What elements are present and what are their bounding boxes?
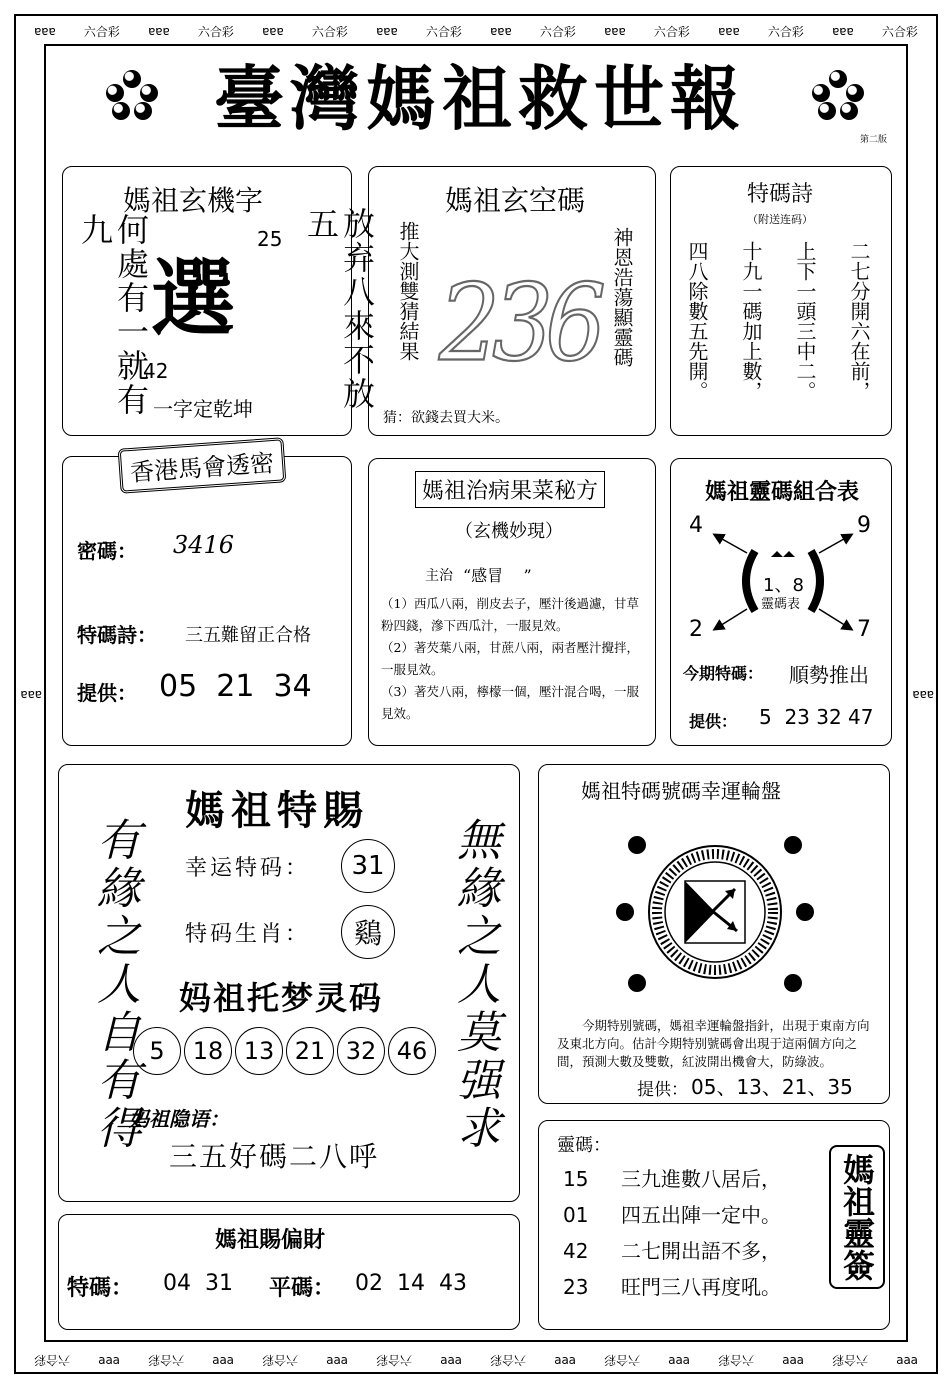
gift-hidden-label: 妈祖隐语： xyxy=(129,1107,229,1131)
combo-center-label: 靈碼表 xyxy=(761,597,801,612)
remedy-item: （1）西瓜八兩，削皮去子，壓汁後過濾，甘草粉四錢，滲下西瓜汁，一服見效。 xyxy=(381,596,639,633)
xuankong-box xyxy=(368,166,656,436)
border-mark: ɐɐɐ xyxy=(212,1354,234,1368)
combo-this-label: 今期特碼： xyxy=(683,664,764,683)
gift-box xyxy=(58,764,520,1202)
border-mark: ɐɐɐ xyxy=(896,1354,918,1368)
xuanji-right-poem: 放弃八來不放五 xyxy=(302,207,376,411)
remedy-treat-value: “感冒 ” xyxy=(463,566,532,585)
border-mark: ɐɐɐ xyxy=(554,1354,576,1368)
left-border-strip xyxy=(18,44,42,1344)
gift-hidden-text: 三五好碼二八呼 xyxy=(169,1140,380,1173)
border-mark: ɐɐɐ xyxy=(440,1354,462,1368)
fortune-title: 媽祖賜偏財 xyxy=(215,1227,326,1253)
lingma-num: 01 xyxy=(563,1203,589,1227)
xuankong-right-col: 神恩浩蕩顯靈碼 xyxy=(610,227,634,367)
combo-this-value: 順勢推出 xyxy=(789,663,869,687)
xuanji-num-bottom: 42 xyxy=(143,359,169,383)
remedy-item: （2）著芡葉八兩，甘蔗八兩，兩者壓汁攪拌，一服見效。 xyxy=(381,640,639,677)
gift-zodiac-label: 特码生肖： xyxy=(185,922,311,947)
lingma-badge: 媽祖靈簽 xyxy=(829,1145,885,1289)
xuankong-title: 媽祖玄空碼 xyxy=(445,184,586,217)
combo-num-br: 7 xyxy=(857,617,871,642)
wheel-title: 媽祖特碼號碼幸運輪盤 xyxy=(581,779,781,803)
wheel-box xyxy=(538,764,890,1104)
hk-poem-label: 特碼詩： xyxy=(77,623,157,647)
hk-stamp: 香港馬會透密 xyxy=(118,437,287,493)
gift-right-callig: 無緣之人莫强求 xyxy=(449,817,500,1153)
edition-label: 第二版 xyxy=(860,135,888,145)
xuanji-footer: 一字定乾坤 xyxy=(153,397,253,421)
border-text: 六合彩 xyxy=(148,1353,185,1368)
gift-zodiac-value: 鷄 xyxy=(341,905,395,959)
poem-line-1: 二七分開六在前， xyxy=(847,241,871,401)
gift-title: 媽祖特賜 xyxy=(185,787,369,834)
lingma-num: 42 xyxy=(563,1239,589,1263)
border-text: 六合彩 xyxy=(425,24,462,39)
wheel-provide-label: 提供： xyxy=(637,1080,688,1100)
lingma-row xyxy=(563,1269,781,1305)
xuankong-left-col: 推大測雙猜結果 xyxy=(396,221,420,361)
border-text: 六合彩 xyxy=(34,1353,71,1368)
gift-lucky-label: 幸运特码： xyxy=(185,856,311,881)
combo-provide-value: 5 23 32 47 xyxy=(759,705,874,729)
remedy-subtitle: （玄機妙現） xyxy=(455,521,563,542)
gift-dream-numbers xyxy=(133,1027,436,1075)
border-mark: ɐɐɐ xyxy=(376,24,398,38)
border-text: 六合彩 xyxy=(311,24,348,39)
xuanji-big-char: 選 xyxy=(151,249,236,348)
border-text: 六合彩 xyxy=(653,24,690,39)
hk-box xyxy=(62,449,352,746)
lingma-list xyxy=(563,1161,781,1305)
lingma-text: 四五出陣一定中。 xyxy=(621,1203,781,1227)
border-mark: ɐɐɐ xyxy=(912,687,934,701)
top-border-strip xyxy=(20,18,932,44)
xuanji-title: 媽祖玄機字 xyxy=(123,184,264,217)
remedy-item: （3）著芡八兩，檸檬一個，壓汁混合喝，一服見效。 xyxy=(381,684,639,721)
border-text: 六合彩 xyxy=(881,24,918,39)
lingma-label: 靈碼： xyxy=(557,1135,611,1156)
border-mark: ɐɐɐ xyxy=(20,687,42,701)
dream-number: 21 xyxy=(286,1027,334,1075)
border-mark: ɐɐɐ xyxy=(148,24,170,38)
poem-line-3: 十九一碼加上數， xyxy=(739,241,763,401)
dream-number: 13 xyxy=(235,1027,283,1075)
border-mark: ɐɐɐ xyxy=(34,24,56,38)
border-mark: ɐɐɐ xyxy=(490,24,512,38)
fortune-te-value: 04 31 xyxy=(163,1271,233,1296)
gift-dream-title: 妈祖托梦灵码 xyxy=(179,979,384,1017)
combo-title: 媽祖靈碼組合表 xyxy=(705,479,860,505)
dream-number: 46 xyxy=(388,1027,436,1075)
fortune-ping-label: 平碼： xyxy=(269,1275,336,1301)
fortune-te-label: 特碼： xyxy=(67,1275,134,1301)
border-mark: ɐɐɐ xyxy=(604,24,626,38)
combo-provide-label: 提供： xyxy=(689,712,738,731)
poem-line-4: 四八除數五先開。 xyxy=(685,241,709,401)
remedy-treat-label: 主治 xyxy=(425,568,453,584)
combo-num-tr: 9 xyxy=(857,513,871,538)
combo-box xyxy=(670,458,892,746)
border-text: 六合彩 xyxy=(767,24,804,39)
xuankong-handwriting: 236 xyxy=(439,261,599,385)
remedy-list xyxy=(381,593,647,725)
border-text: 六合彩 xyxy=(376,1353,413,1368)
wheel-provide-value: 05、13、21、35 xyxy=(691,1075,853,1099)
right-flower-ornament xyxy=(812,70,864,122)
combo-center: 1、8 xyxy=(763,575,804,596)
lingma-text: 三九進數八居后， xyxy=(621,1167,781,1191)
border-mark: ɐɐɐ xyxy=(668,1354,690,1368)
hk-code-label: 密碼： xyxy=(77,539,137,563)
bottom-border-strip xyxy=(20,1348,932,1374)
border-mark: ɐɐɐ xyxy=(782,1354,804,1368)
remedy-title: 媽祖治病果菜秘方 xyxy=(415,471,605,508)
poem-subtitle: （附送连码） xyxy=(747,213,813,226)
fortune-ping-value: 02 14 43 xyxy=(355,1271,467,1296)
hk-provide-label: 提供： xyxy=(77,681,137,705)
hk-provide-value: 05 21 34 xyxy=(159,669,312,704)
border-mark: ɐɐɐ xyxy=(262,24,284,38)
border-text: 六合彩 xyxy=(539,24,576,39)
lingma-num: 15 xyxy=(563,1167,589,1191)
left-flower-ornament xyxy=(106,70,158,122)
lucky-wheel xyxy=(615,817,815,1007)
hk-code-value: 3416 xyxy=(173,531,235,559)
xuanji-num-top: 25 xyxy=(257,227,283,251)
lingma-text: 旺門三八再度吼。 xyxy=(621,1275,781,1299)
border-text: 六合彩 xyxy=(832,1353,869,1368)
dream-number: 18 xyxy=(184,1027,232,1075)
border-mark: ɐɐɐ xyxy=(718,24,740,38)
xuanji-left-poem: 何處有一就有九 xyxy=(76,213,150,417)
border-text: 六合彩 xyxy=(83,24,120,39)
xuankong-guess: 猜：欲錢去買大米。 xyxy=(383,410,509,426)
lingma-text: 二七開出語不多， xyxy=(621,1239,781,1263)
right-border-strip xyxy=(910,44,934,1344)
masthead-title: 臺灣媽祖救世報 xyxy=(214,57,746,140)
xuanji-box xyxy=(62,166,376,436)
border-text: 六合彩 xyxy=(718,1353,755,1368)
border-mark: ɐɐɐ xyxy=(832,24,854,38)
border-mark: ɐɐɐ xyxy=(326,1354,348,1368)
border-mark: ɐɐɐ xyxy=(98,1354,120,1368)
border-text xyxy=(18,676,20,712)
hk-poem-value: 三五難留正合格 xyxy=(185,625,311,646)
lingma-row xyxy=(563,1233,781,1269)
gift-lucky-value: 31 xyxy=(341,839,395,893)
border-text: 六合彩 xyxy=(604,1353,641,1368)
lingma-num: 23 xyxy=(563,1275,589,1299)
gift-left-callig: 有緣之人自有得 xyxy=(89,817,140,1153)
lingma-box xyxy=(538,1120,890,1330)
poem-line-2: 上下一頭三中二。 xyxy=(793,241,817,401)
border-text: 六合彩 xyxy=(262,1353,299,1368)
poem-box xyxy=(670,166,892,436)
combo-num-bl: 2 xyxy=(689,617,703,642)
lingma-row xyxy=(563,1197,781,1233)
remedy-box xyxy=(368,458,656,746)
lingma-row xyxy=(563,1161,781,1197)
dream-number: 5 xyxy=(133,1027,181,1075)
combo-num-tl: 4 xyxy=(689,513,703,538)
poem-title: 特碼詩 xyxy=(747,182,814,207)
border-text: 六合彩 xyxy=(197,24,234,39)
border-text: 六合彩 xyxy=(490,1353,527,1368)
wheel-desc: 今期特别號碼，媽祖幸運輪盤指針，出現于東南方向及東北方向。估計今期特别號碼會出現于這兩個方向之間，預測大數及雙數，紅波開出機會大，防綠波。 xyxy=(557,1018,870,1069)
border-text xyxy=(910,676,912,712)
fortune-box xyxy=(58,1214,520,1330)
dream-number: 32 xyxy=(337,1027,385,1075)
